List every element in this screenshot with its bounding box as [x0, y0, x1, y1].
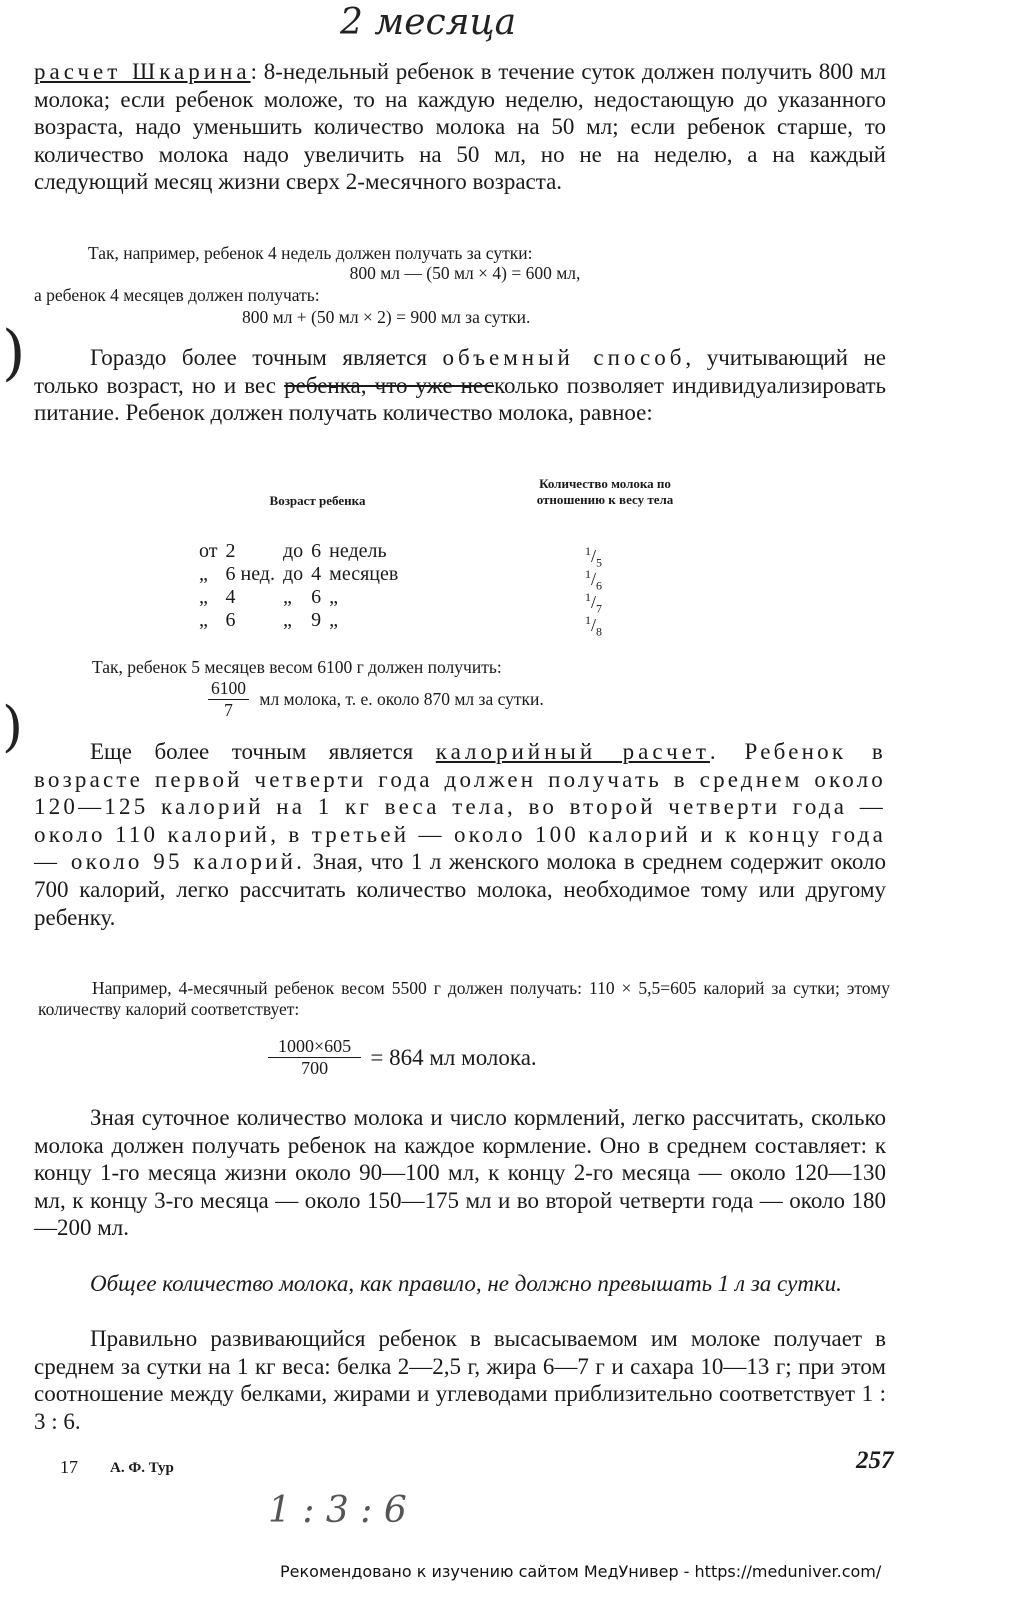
table-cell: „	[199, 586, 208, 608]
table-cell: „	[282, 609, 292, 631]
p3-spaced: . Ребенок в возрасте первой четверти года должен получать в среднем около 120—125 калорий на 1 кг веса тела, во второй четверти года — около 110 калорий, в третьей — около 100 калорий и к концу года — около 95 калорий.	[34, 739, 886, 875]
fraction-numerator: 6100	[208, 678, 249, 700]
paragraph-milk-limit: Общее количество молока, как правило, не должно превышать 1 л за сутки.	[90, 1271, 842, 1296]
table-cell: „	[329, 609, 339, 631]
ratio-value	[585, 540, 645, 570]
author-signature: А. Ф. Тур	[110, 1460, 174, 1476]
table-cell: месяцев	[329, 563, 399, 585]
fraction-denominator-2: 700	[301, 1058, 329, 1078]
example-1-line-1: Так, например, ребенок 4 недель должен получать за сутки:	[88, 243, 533, 263]
table-cell: 4	[311, 563, 322, 585]
paragraph-per-feeding: Зная суточное количество молока и число кормлений, легко рассчитать, сколько молока должен получать ребенок на каждое кормление. Оно в среднем составляет: к концу 1-го месяца жизни около 90—100 мл, к концу 2-го месяца — около 120—130 мл, к концу 3-го месяца — около 150—175 мл и во второй четверти года — около 180—200 мл.	[34, 1105, 886, 1241]
table-row	[195, 540, 402, 563]
term-volume-method: объемный способ	[442, 345, 686, 370]
ratio-value	[585, 586, 645, 616]
paragraph-nutrients: Правильно развивающийся ребенок в высасываемом им молоке получает в среднем за сутки на 1 кг веса: белка 2—2,5 г, жира 6—7 г и сахара 10—13 г; при этом соотношение между белками, жирами и углеводами приблизительно соответствует 1 : 3 : 6.	[34, 1326, 886, 1434]
table-row	[195, 586, 402, 609]
paragraph-shkarin	[34, 58, 886, 196]
term-calorie-method: калорийный расчет	[435, 739, 710, 764]
ratio-slash: /	[591, 569, 597, 589]
fraction-6100-7	[208, 678, 249, 721]
example-1-formula-1: 800 мл — (50 мл × 4) = 600 мл,	[349, 263, 581, 283]
bottom-handwriting: 1 : 3 : 6	[268, 1490, 407, 1531]
table-cell: 4	[225, 586, 236, 608]
table-row	[195, 609, 402, 632]
ratio-column	[585, 540, 645, 639]
ratio-numerator: 1	[585, 567, 591, 581]
ratio-slash: /	[591, 615, 597, 635]
term-shkarin: расчет Шкарина	[34, 59, 251, 84]
ratio-slash: /	[591, 546, 597, 566]
table-cell: 2	[225, 540, 236, 562]
p3-start: Еще более точным является	[90, 739, 436, 764]
table-header-ratio: Количество молока по отношению к весу тела	[536, 476, 674, 507]
age-table	[195, 540, 402, 632]
ratio-numerator: 1	[585, 613, 591, 627]
table-cell: от	[199, 540, 218, 562]
p2-mid: , учитывающий не только возраст, но и вес	[34, 345, 886, 398]
fraction-1000x605-700	[268, 1036, 361, 1079]
ratio-slash: /	[591, 592, 597, 612]
ratio-denominator: 7	[596, 601, 603, 616]
ratio-value	[585, 609, 645, 639]
example-3-formula	[268, 1036, 537, 1079]
example-3-text: Например, 4-месячный ребенок весом 5500 г должен получать: 110 × 5,5=605 калорий за сутки; этому количеству калорий соответствует:	[38, 978, 890, 1019]
table-cell: 6	[311, 540, 322, 562]
table-cell: до	[282, 540, 304, 562]
example-2-line-1: Так, ребенок 5 месяцев весом 6100 г должен получить:	[92, 657, 502, 677]
watermark: Рекомендовано к изучению сайтом МедУнивер - https://meduniver.com/	[280, 1562, 882, 1581]
margin-bracket-mark: )	[2, 318, 26, 388]
p2-start: Гораздо более точным является	[90, 345, 443, 370]
table-cell: 9	[311, 609, 322, 631]
handwritten-header: 2 месяца	[340, 2, 517, 43]
table-header-age: Возраст ребенка	[269, 493, 366, 508]
ratio-numerator: 1	[585, 590, 591, 604]
table-cell: „	[329, 586, 339, 608]
paragraph-volume-method	[34, 344, 886, 427]
table-cell: 6	[311, 586, 322, 608]
example-3-rest: = 864 мл молока.	[370, 1044, 537, 1070]
ratio-numerator: 1	[585, 544, 591, 558]
table-cell: 6	[225, 609, 236, 631]
p2-end: колько позволяет индивидуализировать питание. Ребенок должен получать количество молока, равное:	[34, 372, 886, 426]
margin-bracket-mark-2: )	[2, 695, 24, 758]
ratio-denominator: 6	[596, 578, 603, 593]
fraction-denominator: 7	[224, 700, 233, 720]
table-cell: 6 нед.	[225, 563, 275, 585]
table-cell: „	[199, 609, 208, 631]
table-row	[195, 563, 402, 586]
struck-text: ребенка, что уже нес	[284, 372, 494, 398]
example-1-formula-2: 800 мл + (50 мл × 2) = 900 мл за сутки.	[242, 307, 531, 327]
table-cell: недель	[329, 540, 387, 562]
ratio-denominator: 5	[596, 555, 603, 570]
example-1-line-2: а ребенок 4 месяцев должен получать:	[34, 285, 320, 305]
page-number: 257	[856, 1447, 894, 1474]
paragraph-shkarin-text: : 8-недельный ребенок в течение суток должен получить 800 мл молока; если ребенок моложе, то на каждую неделю, недостающую до указанного возраста, надо уменьшить количество молока на 50 мл; если ребенок старше, то количество молока надо увеличить на 50 мл, но не на неделю, а на каждый следующий месяц жизни сверх 2-месячного возраста.	[34, 59, 886, 195]
table-cell: „	[199, 563, 208, 585]
ratio-value	[585, 563, 645, 593]
table-cell: до	[282, 563, 304, 585]
ratio-denominator: 8	[596, 624, 603, 639]
example-2-formula	[208, 678, 544, 721]
table-cell: „	[282, 586, 292, 608]
paragraph-calorie-method	[34, 738, 886, 931]
example-2-rest: мл молока, т. е. около 870 мл за сутки.	[259, 689, 544, 709]
p3-end: Зная, что 1 л женского молока в среднем содержит около 700 калорий, легко рассчитать количество молока, необходимое тому или другому ребенку.	[34, 849, 886, 930]
fraction-numerator-2: 1000×605	[268, 1036, 361, 1058]
signature-number: 17	[60, 1457, 78, 1477]
